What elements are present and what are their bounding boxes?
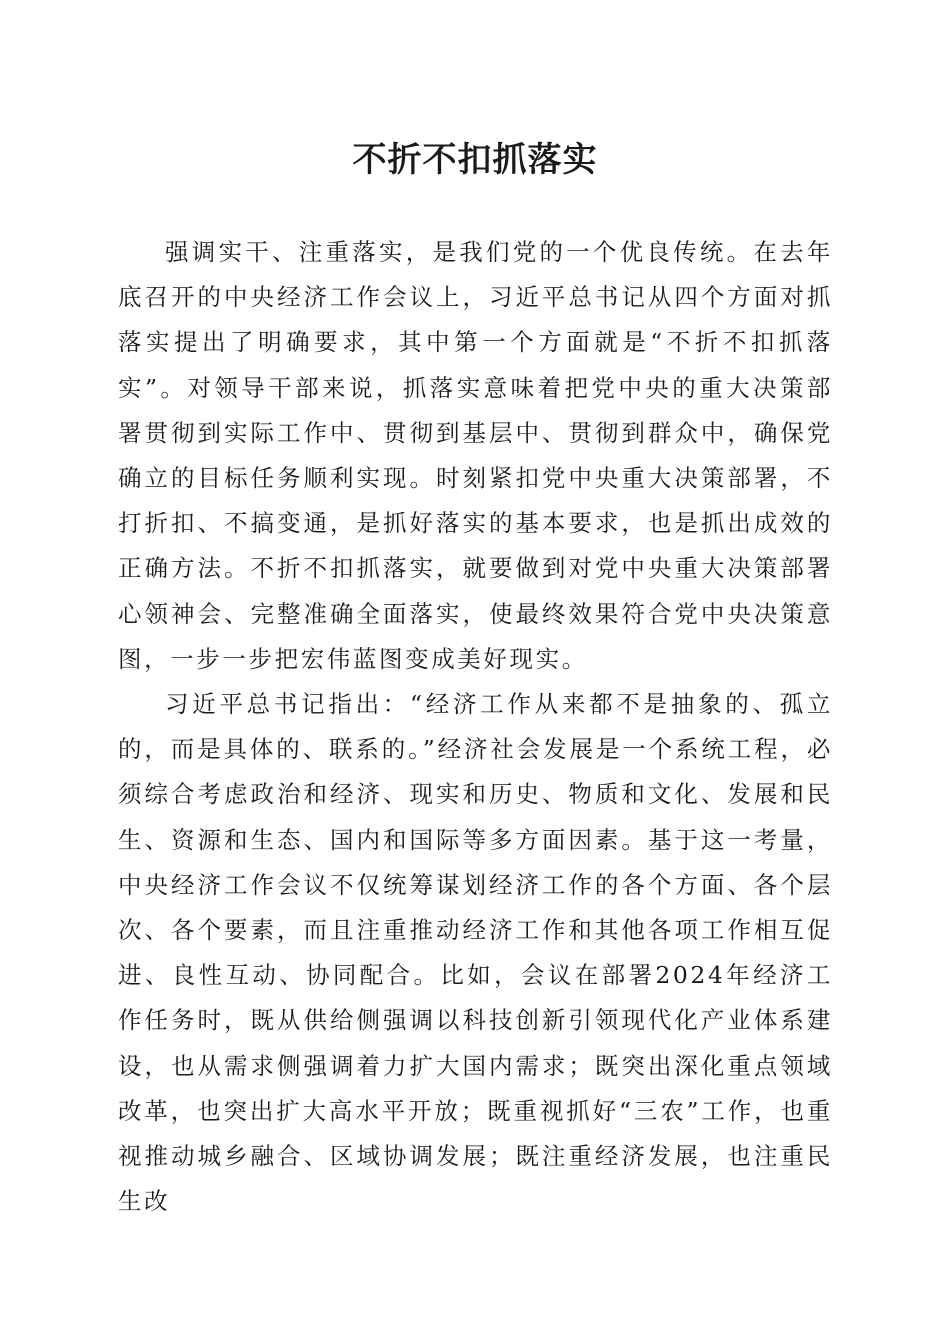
paragraph: 习近平总书记指出：“经济工作从来都不是抽象的、孤立的，而是具体的、联系的。”经济社会发展是一个系统工程，必须综合考虑政治和经济、现实和历史、物质和文化、发展和民生、资源和生态、国内和国际等多方面因素。基于这一考量，中央经济工作会议不仅统筹谋划经济工作的各个方面、各个层次、各个要素，而且注重推动经济工作和其他各项工作相互促进、良性互动、协同配合。比如，会议在部署2024年经济工作任务时，既从供给侧强调以科技创新引领现代化产业体系建设，也从需求侧强调着力扩大国内需求；既突出深化重点领域改革，也突出扩大高水平开放；既重视抓好“三农”工作，也重视推动城乡融合、区域协调发展；既注重经济发展，也注重民生改 [118,690,833,1216]
document-title: 不折不扣抓落实 [352,140,598,180]
document-body [118,230,833,1224]
paragraph: 强调实干、注重落实，是我们党的一个优良传统。在去年底召开的中央经济工作会议上，习近平总书记从四个方面对抓落实提出了明确要求，其中第一个方面就是“不折不扣抓落实”。对领导干部来说，抓落实意味着把党中央的重大决策部署贯彻到实际工作中、贯彻到基层中、贯彻到群众中，确保党确立的目标任务顺利实现。时刻紧扣党中央重大决策部署，不打折扣、不搞变通，是抓好落实的基本要求，也是抓出成效的正确方法。不折不扣抓落实，就要做到对党中央重大决策部署心领神会、完整准确全面落实，使最终效果符合党中央决策意图，一步一步把宏伟蓝图变成美好现实。 [118,238,833,673]
